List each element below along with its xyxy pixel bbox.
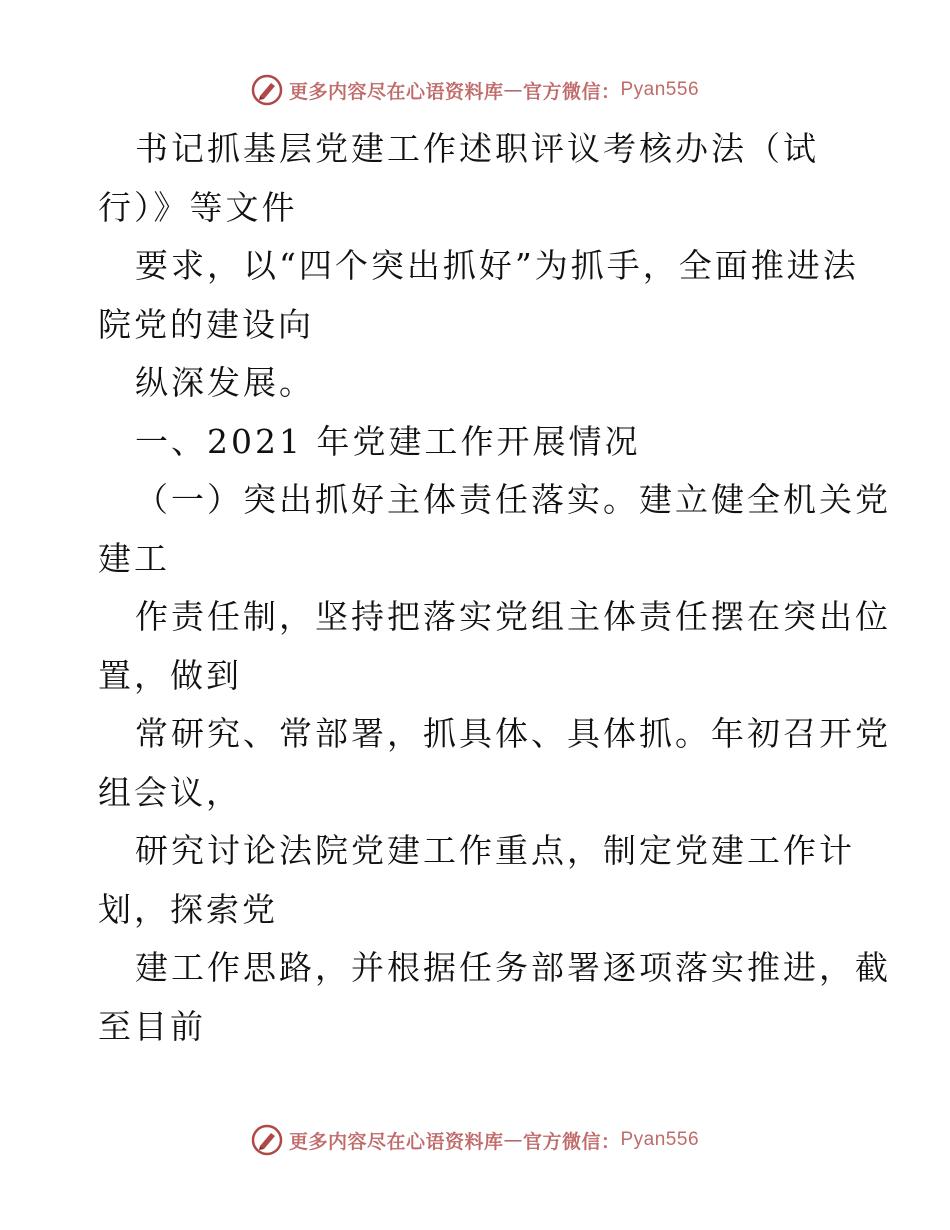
text-line: 至目前 — [98, 1006, 206, 1046]
text-line: 置，做到 — [98, 655, 242, 695]
text-line: 作责任制，坚持把落实党组主体责任摆在突出位 — [135, 597, 891, 636]
text-line: 行）》等文件 — [98, 187, 298, 227]
text-line: （一）突出抓好主体责任落实。建立健全机关党 — [135, 480, 891, 519]
section-heading: 一、2021 年党建工作开展情况 — [135, 421, 641, 461]
watermark-text: 更多内容尽在心语资料库 — [288, 1130, 504, 1153]
document-body — [98, 120, 891, 1056]
text-line: 书记抓基层党建工作述职评议考核办法（试 — [135, 129, 819, 168]
watermark-id: Pyan556 — [620, 1129, 700, 1150]
text-line: 常研究、常部署，抓具体、具体抓。年初召开党 — [135, 714, 891, 753]
text-line: 研究讨论法院党建工作重点，制定党建工作计 — [135, 831, 855, 870]
watermark-label: 官方微信： — [522, 1130, 621, 1153]
text-line: 纵深发展。 — [135, 363, 315, 402]
watermark-id: Pyan556 — [620, 79, 700, 100]
pen-logo-icon — [251, 74, 283, 106]
footer-watermark — [0, 1124, 950, 1156]
watermark-label: 官方微信： — [522, 80, 621, 103]
header-watermark — [0, 74, 950, 106]
pen-logo-icon — [251, 1124, 283, 1156]
watermark-separator: — — [503, 79, 523, 101]
text-line: 建工作思路，并根据任务部署逐项落实推进，截 — [135, 948, 891, 987]
text-line: 院党的建设向 — [98, 304, 314, 344]
watermark-text: 更多内容尽在心语资料库 — [288, 80, 504, 103]
text-line: 建工 — [98, 538, 170, 578]
text-line: 要求，以“四个突出抓好”为抓手，全面推进法 — [135, 246, 859, 285]
watermark-separator: — — [503, 1129, 523, 1151]
text-line: 组会议， — [98, 772, 242, 812]
text-line: 划，探索党 — [98, 889, 278, 929]
